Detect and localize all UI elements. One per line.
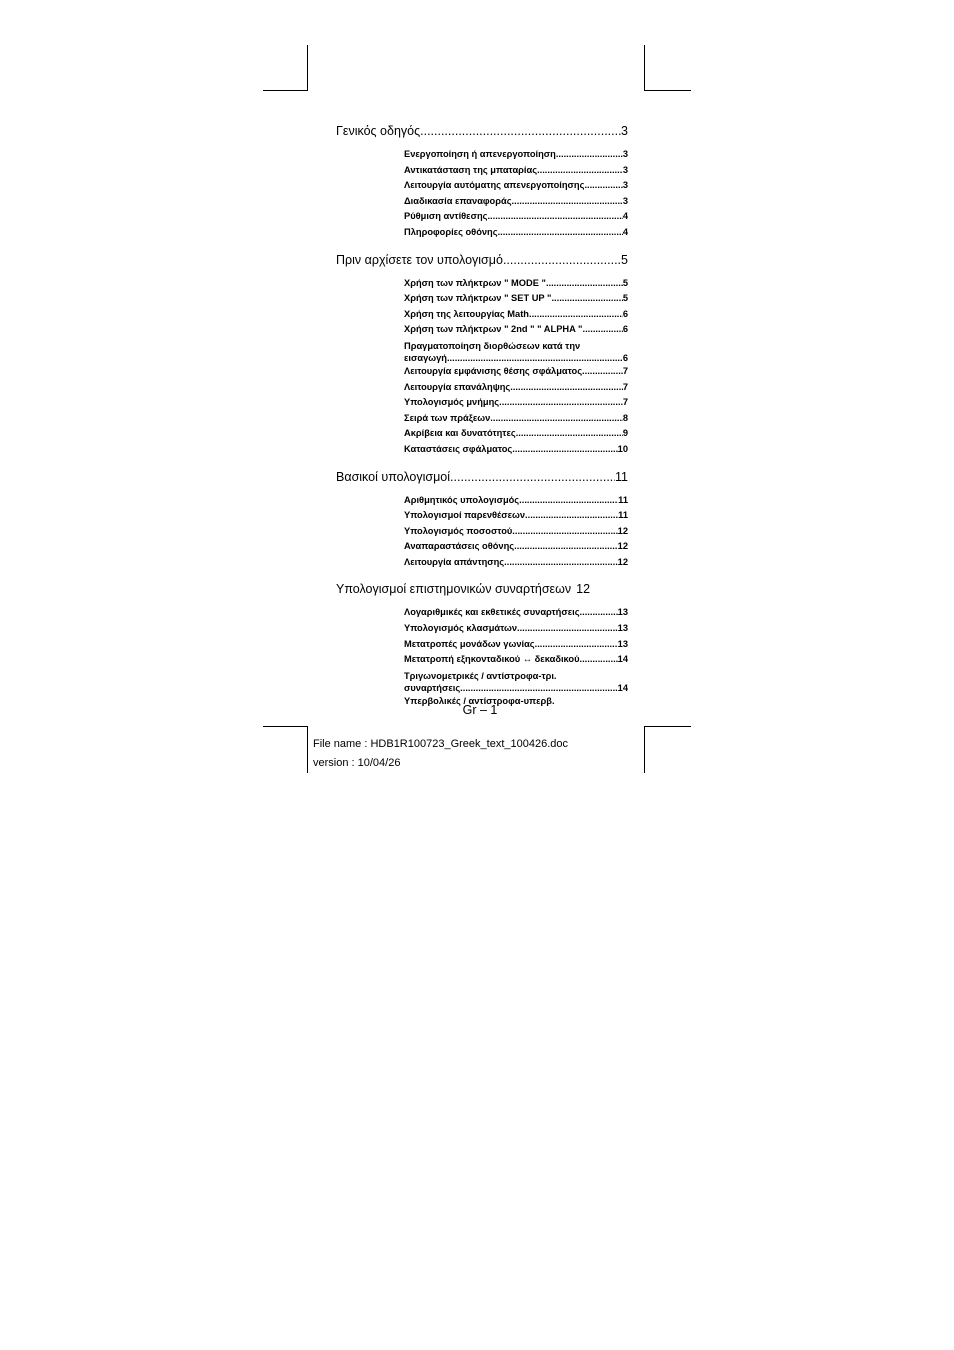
dot-leader — [503, 247, 621, 273]
entry-title: Ενεργοποίηση ή απενεργοποίηση — [404, 149, 556, 159]
entry-title: Χρήση των πλήκτρων " SET UP " — [404, 293, 552, 304]
dot-leader — [535, 637, 618, 653]
dot-leader — [556, 147, 623, 163]
crop-mark-top-left-vertical — [307, 45, 308, 91]
toc-entry[interactable] — [404, 411, 628, 427]
entry-page-number: 3 — [622, 164, 628, 175]
dot-leader — [512, 442, 617, 458]
toc-entry[interactable] — [404, 555, 628, 571]
entry-page-number: 13 — [617, 638, 628, 649]
section-title: Βασικοί υπολογισμοί — [336, 469, 451, 484]
toc-entry[interactable] — [404, 322, 628, 338]
entry-page-number: 7 — [622, 381, 628, 392]
entry-title: Μετατροπές μονάδων γωνίας — [404, 638, 535, 649]
dot-leader — [580, 605, 618, 621]
entry-page-number: 11 — [618, 510, 628, 521]
dot-leader — [512, 524, 617, 540]
dot-leader — [584, 178, 622, 194]
section-page-number: 12 — [576, 582, 591, 597]
entry-title: Χρήση των πλήκτρων " MODE " — [404, 277, 546, 288]
dot-leader — [487, 209, 622, 225]
entry-page-number: 4 — [622, 211, 628, 222]
toc-subsection-list — [404, 273, 628, 461]
entry-page-number: 5 — [622, 277, 628, 288]
entry-page-number: 4 — [622, 226, 628, 237]
dot-leader — [517, 621, 618, 637]
entry-page-number: 14 — [617, 682, 628, 693]
crop-mark-bottom-right-vertical — [644, 726, 645, 773]
entry-title: Λειτουργία επανάληψης — [404, 381, 511, 392]
entry-page-number: 7 — [622, 365, 628, 376]
entry-title-continued: εισαγωγή — [404, 352, 447, 363]
dot-leader — [525, 508, 618, 524]
toc-entry[interactable] — [404, 621, 628, 637]
section-title: Πριν αρχίσετε τον υπολογισμό — [336, 252, 503, 267]
crop-mark-top-right-vertical — [644, 45, 645, 91]
table-of-contents — [336, 118, 628, 712]
section-title: Γενικός οδηγός — [336, 124, 421, 138]
dot-leader — [447, 352, 623, 364]
entry-page-number: 11 — [618, 494, 628, 505]
entry-title: Αντικατάσταση της μπαταρίας — [404, 164, 538, 175]
dot-leader — [510, 380, 623, 396]
toc-entry[interactable] — [404, 605, 628, 621]
entry-page-number: 7 — [622, 397, 628, 408]
dot-leader — [514, 539, 618, 555]
dot-leader — [582, 322, 622, 338]
toc-entry[interactable] — [404, 276, 628, 292]
footer-version: version : 10/04/26 — [313, 757, 401, 769]
dot-leader — [551, 291, 622, 307]
section-page-number: 3 — [621, 124, 628, 138]
entry-page-number: 9 — [622, 428, 628, 439]
toc-subsection-list — [404, 602, 628, 712]
entry-title-continued: συναρτήσεις — [404, 682, 461, 693]
toc-entry[interactable] — [404, 178, 628, 194]
dot-leader — [519, 493, 618, 509]
toc-entry[interactable] — [404, 380, 628, 396]
page-number: Gr – 1 — [462, 703, 498, 717]
toc-entry[interactable] — [404, 209, 628, 225]
toc-section-heading[interactable] — [336, 576, 628, 602]
toc-entry[interactable] — [404, 508, 628, 524]
entry-title: Καταστάσεις σφάλματος — [404, 443, 513, 454]
dot-leader — [499, 395, 623, 411]
entry-page-number: 6 — [622, 308, 628, 319]
entry-title: Υπολογισμός ποσοστού — [404, 525, 513, 536]
toc-entry[interactable] — [404, 307, 628, 323]
toc-entry[interactable] — [404, 426, 628, 442]
entry-title: Υπολογισμός μνήμης — [404, 397, 500, 408]
entry-page-number: 6 — [622, 352, 628, 363]
entry-page-number: 3 — [622, 149, 628, 159]
entry-page-number: 3 — [622, 195, 628, 206]
dot-leader — [516, 426, 623, 442]
toc-entry[interactable] — [404, 147, 628, 163]
dot-leader — [529, 307, 623, 323]
entry-title: Μετατροπή εξηκονταδικού ↔ δεκαδικού — [404, 654, 580, 665]
footer-file-name: File name : HDB1R100723_Greek_text_100426.doc — [313, 738, 568, 750]
dot-leader — [420, 118, 621, 144]
entry-title: Αναπαραστάσεις οθόνης — [404, 541, 515, 552]
entry-title: Πραγματοποίηση διορθώσεων κατά την — [404, 340, 581, 351]
toc-entry[interactable] — [404, 364, 628, 380]
entry-title: Αριθμητικός υπολογισμός — [404, 494, 520, 505]
toc-entry[interactable] — [404, 493, 628, 509]
toc-entry[interactable] — [404, 539, 628, 555]
toc-section-heading[interactable] — [336, 464, 628, 490]
entry-title: Λογαριθμικές και εκθετικές συναρτήσεις — [404, 607, 580, 618]
entry-page-number: 12 — [617, 541, 628, 552]
entry-page-number: 8 — [622, 412, 628, 423]
toc-entry[interactable] — [404, 291, 628, 307]
section-title: Υπολογισμοί επιστημονικών συναρτήσεων — [336, 582, 572, 597]
crop-mark-top-left-horizontal — [263, 90, 308, 91]
entry-page-number: 5 — [622, 293, 628, 304]
toc-entry[interactable] — [404, 163, 628, 179]
dot-leader — [504, 555, 618, 571]
dot-leader — [512, 194, 623, 210]
dot-leader — [580, 652, 618, 668]
entry-page-number: 13 — [617, 623, 628, 634]
entry-title: Υπερβολικές / αντίστροφα-υπερβ. — [404, 695, 555, 706]
entry-page-number: 12 — [617, 556, 628, 567]
toc-entry[interactable] — [404, 442, 628, 458]
entry-title: Ακρίβεια και δυνατότητες — [404, 428, 516, 439]
dot-leader — [460, 682, 617, 694]
toc-subsection-list — [404, 144, 628, 244]
entry-title: Χρήση των πλήκτρων " 2nd " " ALPHA " — [404, 324, 583, 335]
toc-entry[interactable] — [404, 671, 628, 694]
toc-entry[interactable] — [404, 395, 628, 411]
entry-page-number: 3 — [622, 180, 628, 191]
entry-title: Ρύθμιση αντίθεσης — [404, 211, 488, 222]
toc-subsection-list — [404, 490, 628, 574]
toc-entry[interactable] — [404, 652, 628, 668]
entry-page-number: 10 — [617, 443, 628, 454]
dot-leader — [450, 464, 615, 490]
dot-leader — [498, 225, 623, 241]
section-page-number: 11 — [615, 469, 628, 484]
toc-entry[interactable] — [404, 194, 628, 210]
entry-title: Λειτουργία αυτόματης απενεργοποίησης — [404, 180, 585, 191]
toc-entry[interactable] — [404, 524, 628, 540]
entry-title: Τριγωνομετρικές / αντίστροφα-τρι. — [404, 670, 557, 681]
crop-mark-bottom-right-horizontal — [644, 726, 691, 727]
crop-mark-top-right-horizontal — [644, 90, 691, 91]
entry-page-number: 12 — [617, 525, 628, 536]
crop-mark-bottom-left-horizontal — [263, 726, 308, 727]
toc-entry[interactable] — [404, 225, 628, 241]
entry-title: Χρήση της λειτουργίας Math — [404, 308, 529, 319]
entry-page-number: 6 — [622, 324, 628, 335]
toc-entry[interactable] — [404, 637, 628, 653]
toc-entry[interactable] — [404, 341, 628, 364]
entry-title: Διαδικασία επαναφοράς — [404, 195, 512, 206]
dot-leader — [546, 276, 623, 292]
entry-title: Υπολογισμός κλασμάτων — [404, 623, 518, 634]
entry-page-number: 13 — [617, 607, 628, 618]
entry-title: Υπολογισμοί παρενθέσεων — [404, 510, 526, 521]
dot-leader — [490, 411, 623, 427]
entry-page-number: 14 — [617, 654, 628, 665]
entry-title: Πληροφορίες οθόνης — [404, 226, 498, 237]
crop-mark-bottom-left-vertical — [307, 726, 308, 773]
toc-section-heading[interactable] — [336, 247, 628, 273]
dot-leader — [537, 163, 623, 179]
dot-leader — [582, 364, 623, 380]
entry-title: Σειρά των πράξεων — [404, 412, 491, 423]
toc-section-heading[interactable] — [336, 118, 628, 144]
section-page-number: 5 — [621, 252, 628, 267]
entry-title: Λειτουργία εμφάνισης θέσης σφάλματος — [404, 365, 583, 376]
entry-title: Λειτουργία απάντησης — [404, 556, 505, 567]
